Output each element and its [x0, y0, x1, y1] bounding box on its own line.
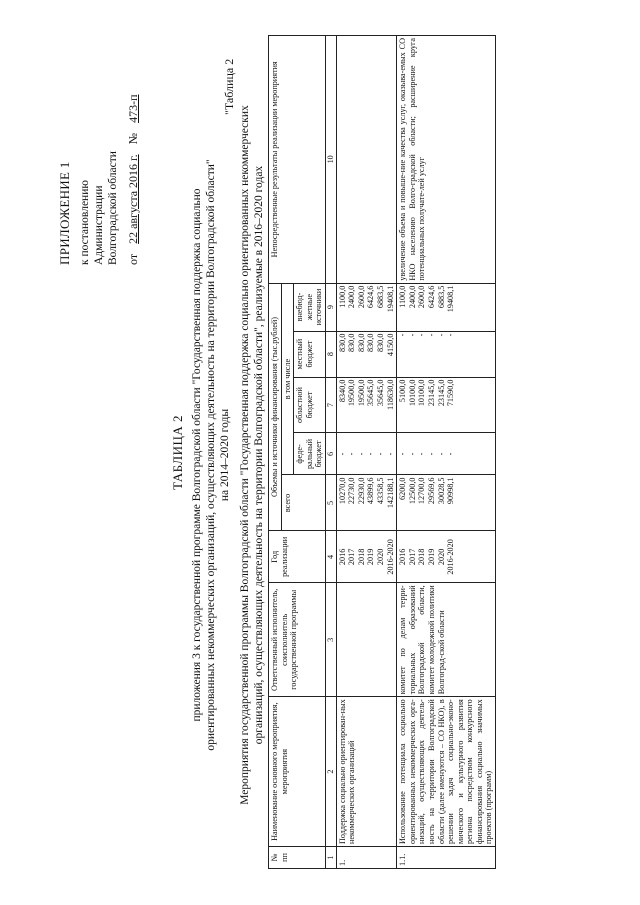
header-total: всего — [281, 475, 325, 531]
local-cell-value: - — [446, 333, 456, 337]
federal-cell — [397, 433, 496, 475]
appendix-number: 473-п — [126, 94, 140, 123]
appendix-date: 22 августа 2016 г. — [126, 154, 140, 244]
regional-cell-value: 35645,0 — [366, 379, 376, 407]
measure-name: Использование потенциала социально ориентированных некоммерческих орга-низаций, осуществляющих деятель-ность на территории Волгоградской области (далее именуются – СО НКО), в решении задач социально-эконо-мического и культурного развития региона посредством конкурсного финансирования социально значимых проектов (программ) — [397, 697, 496, 847]
extra-cell — [336, 283, 397, 331]
appendix-line-3: Волгоградской области — [107, 151, 119, 265]
header-regional: областной бюджет — [294, 377, 326, 433]
regional-cell-value: 10100,0 — [407, 379, 417, 407]
federal-cell-value: - — [385, 452, 395, 456]
years-cell-value: 2018 — [417, 548, 427, 566]
years-cell — [397, 531, 496, 583]
regional-cell — [397, 377, 496, 433]
main-title: Мероприятия государственной программы Волгоградской области "Государственная поддержка социально ориентированных некоммерческих организаций, осуществляющих деятельность на территории Волгоградской области", реализуемые в 2016–2020 годах — [239, 105, 265, 805]
table-caption: ТАБЛИЦА 2 — [170, 414, 185, 491]
local-cell-value: - — [436, 333, 446, 337]
regional-cell-value: 8340,0 — [337, 379, 347, 403]
total-cell-value: 29569,6 — [426, 477, 436, 505]
extra-cell-value: 6424,6 — [366, 285, 376, 309]
regional-cell-value: 10100,0 — [417, 379, 427, 407]
total-cell-value: 22730,0 — [347, 477, 357, 505]
extra-cell-value: 1100,0 — [398, 285, 408, 308]
years-cell-value: 2018 — [356, 548, 366, 566]
years-cell-value: 2016 — [337, 548, 347, 566]
quote-label: "Таблица 2 — [222, 58, 236, 115]
col-number: 2 — [325, 697, 336, 847]
extra-cell-value: 2600,0 — [356, 285, 366, 309]
regional-cell-value: 35645,0 — [375, 379, 385, 407]
federal-cell-value: - — [436, 452, 446, 456]
appendix-signature-line — [126, 25, 140, 265]
appendix-heading: ПРИЛОЖЕНИЕ 1 — [57, 161, 72, 265]
extra-cell-value: 6883,5 — [436, 285, 446, 309]
measure-name: Поддержка социально ориентирован-ных некоммерческих организаций — [336, 697, 397, 847]
table-body — [336, 36, 496, 869]
years-cell-value: 2016-2020 — [446, 539, 456, 575]
total-cell — [397, 475, 496, 531]
local-cell-value: 830,0 — [375, 333, 385, 352]
header-row-1 — [269, 36, 282, 869]
regional-cell — [336, 377, 397, 433]
table-row — [397, 36, 496, 869]
years-cell-value: 2020 — [375, 548, 385, 566]
extra-cell-value: 2400,0 — [407, 285, 417, 309]
extra-cell-value: 2400,0 — [347, 285, 357, 309]
years-cell-value: 2017 — [407, 548, 417, 566]
years-cell-value: 2019 — [426, 548, 436, 566]
total-cell-value: 12500,0 — [407, 477, 417, 505]
appendix-line-1: к постановлению — [79, 180, 91, 265]
local-cell — [336, 331, 397, 377]
header-num: № пп — [269, 847, 326, 869]
federal-cell-value: - — [417, 452, 427, 456]
header-volumes: Объемы и источники финансирования (тыс.рублей) — [269, 283, 282, 531]
results — [336, 36, 397, 284]
header-extra: внебюд-жетные источники — [294, 283, 326, 331]
row-number: 1.1. — [397, 847, 496, 869]
total-cell-value: 22930,0 — [356, 477, 366, 505]
date-prefix: от — [126, 253, 140, 265]
table-row — [336, 36, 397, 869]
total-cell-value: 142188,1 — [385, 477, 395, 509]
header-including: в том числе — [281, 283, 294, 475]
federal-cell-value: - — [356, 452, 366, 456]
federal-cell-value: - — [366, 452, 376, 456]
col-number: 6 — [325, 433, 336, 475]
total-cell-value: 12700,0 — [417, 477, 427, 505]
col-number: 5 — [325, 475, 336, 531]
appendix-line-2: Администрации — [93, 185, 105, 265]
header-name: Наименование основного мероприятия, мероприятия — [269, 697, 326, 847]
years-cell-value: 2020 — [436, 548, 446, 566]
years-cell-value: 2017 — [347, 548, 357, 566]
years-cell — [336, 531, 397, 583]
local-cell-value: - — [417, 333, 427, 337]
col-number: 1 — [325, 847, 336, 869]
executor — [336, 583, 397, 697]
local-cell-value: 4150,0 — [385, 333, 395, 357]
extra-cell-value: 2600,0 — [417, 285, 427, 309]
executor: комитет по делам терри-ториальных образований Волгоградской области, комитет молодежной политики Волгоград-ской области — [397, 583, 496, 697]
local-cell — [397, 331, 496, 377]
col-number: 9 — [325, 283, 336, 331]
extra-cell-value: 19408,1 — [385, 285, 395, 313]
federal-cell-value: - — [407, 452, 417, 456]
col-number: 4 — [325, 531, 336, 583]
extra-cell-value: 1100,0 — [337, 285, 347, 308]
local-cell-value: 830,0 — [356, 333, 366, 352]
measures-table — [268, 35, 496, 869]
header-results: Непосредственные результаты реализации мероприятия — [269, 36, 326, 284]
total-cell-value: 43358,5 — [375, 477, 385, 505]
years-cell-value: 2019 — [366, 548, 376, 566]
federal-cell-value: - — [375, 452, 385, 456]
local-cell-value: 830,0 — [347, 333, 357, 352]
col-number: 8 — [325, 331, 336, 377]
extra-cell-value: 6883,5 — [375, 285, 385, 309]
local-cell-value: 830,0 — [366, 333, 376, 352]
local-cell-value: 830,0 — [337, 333, 347, 352]
col-number: 3 — [325, 583, 336, 697]
local-cell-value: - — [398, 333, 408, 337]
federal-cell-value: - — [426, 452, 436, 456]
local-cell-value: - — [426, 333, 436, 337]
column-number-row — [325, 36, 336, 869]
regional-cell-value: 19500,0 — [347, 379, 357, 407]
local-cell-value: - — [407, 333, 417, 337]
extra-cell-value: 19408,1 — [446, 285, 456, 313]
federal-cell-value: - — [337, 452, 347, 456]
extra-cell-value: 6424,6 — [426, 285, 436, 309]
regional-cell-value: 23145,0 — [436, 379, 446, 407]
federal-cell-value: - — [398, 452, 408, 456]
results: увеличение объема и повыше-ние качества услуг, оказыва-емых СО НКО населению Волго-градской области; расширение круга потенциальных получате-лей услуг — [397, 36, 496, 284]
row-number: 1. — [336, 847, 397, 869]
total-cell — [336, 475, 397, 531]
total-cell-value: 90998,1 — [446, 477, 456, 505]
regional-cell-value: 118630,0 — [385, 379, 395, 410]
total-cell-value: 43899,6 — [366, 477, 376, 505]
federal-cell — [336, 433, 397, 475]
header-year: Год реализации — [269, 531, 326, 583]
header-local: местный бюджет — [294, 331, 326, 377]
total-cell-value: 10270,0 — [337, 477, 347, 505]
appendix-block — [58, 25, 140, 265]
subtitle: приложения 3 к государственной программе Волгоградской области "Государственная поддержка социально ориентированных некоммерческих организаций, осуществляющих деятельность на территории Волгоградской области" на 2014–2020 годы — [191, 159, 231, 751]
regional-cell-value: 19500,0 — [356, 379, 366, 407]
col-number: 7 — [325, 377, 336, 433]
extra-cell — [397, 283, 496, 331]
years-cell-value: 2016-2020 — [385, 539, 395, 575]
regional-cell-value: 5100,0 — [398, 379, 408, 403]
header-federal: феде-ральный бюджет — [294, 433, 326, 475]
federal-cell-value: - — [446, 452, 456, 456]
number-prefix: № — [126, 132, 140, 145]
col-number: 10 — [325, 36, 336, 284]
years-cell-value: 2016 — [398, 548, 408, 566]
regional-cell-value: 23145,0 — [426, 379, 436, 407]
header-executor: Ответственный исполнитель, соисполнитель государственной программы — [269, 583, 326, 697]
total-cell-value: 30028,5 — [436, 477, 446, 505]
federal-cell-value: - — [347, 452, 357, 456]
regional-cell-value: 71590,0 — [446, 379, 456, 407]
total-cell-value: 6200,0 — [398, 477, 408, 500]
